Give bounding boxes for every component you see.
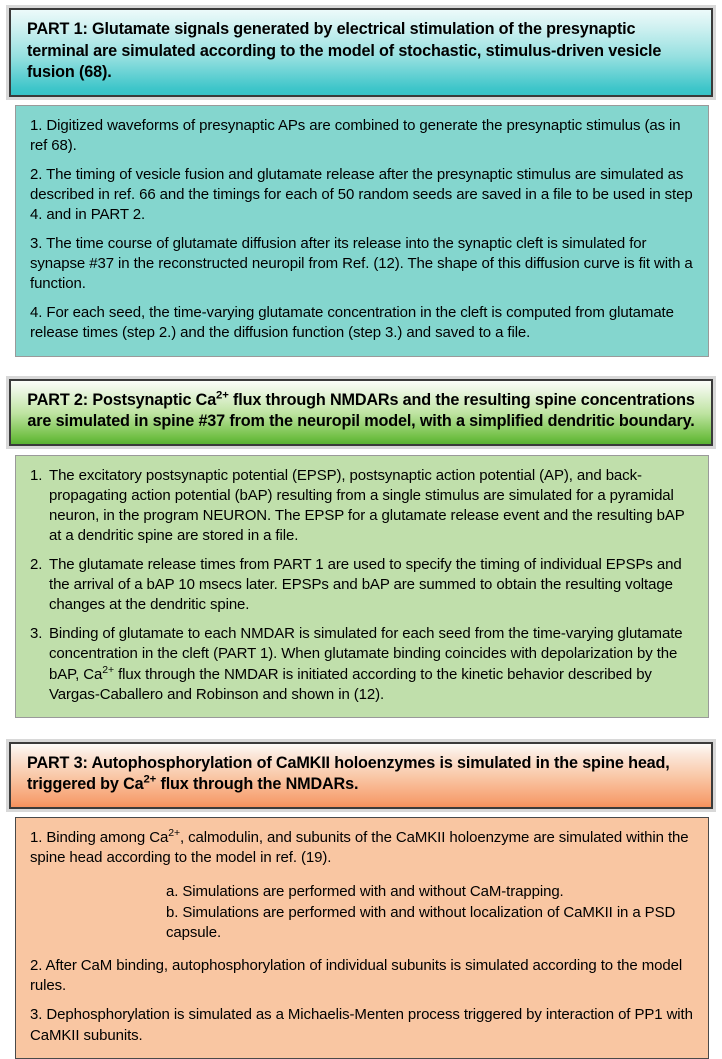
part-1-step-2: 2. The timing of vesicle fusion and glutamate release after the presynaptic stimulus are simulated as described in ref. 66 and the timings for each of 50 random seeds are saved in a file to be used in step 4. and in PART 2. bbox=[30, 165, 693, 224]
part-2-step-1-number: 1. bbox=[30, 466, 43, 484]
part-2-step-3-number: 3. bbox=[30, 625, 43, 643]
part-3-step-1-text-pre: 1. Binding among Ca bbox=[30, 828, 169, 846]
part-3-banner-text-pre: PART 3: Autophosphorylation of CaMKII holoenzymes is simulated in the spine head, triggered by Ca bbox=[27, 753, 670, 794]
part-2-section bbox=[9, 379, 713, 718]
part-2-step-1-text: The excitatory postsynaptic potential (EPSP), postsynaptic action potential (AP), and back-propagating action potential (bAP) resulting from a single stimulus are simulated for a pyramidal neuron, in the program NEURON. The EPSP for a glutamate release event and the resulting bAP at a dendritic spine are stored in a file. bbox=[49, 466, 685, 544]
part-3-substep-a bbox=[30, 882, 694, 902]
part-3-body bbox=[15, 817, 709, 1059]
part-3-step-1-text-post: , calmodulin, and subunits of the CaMKII holoenzyme are simulated within the spine head according to the model in ref. (19). bbox=[30, 828, 689, 866]
part-3-banner bbox=[9, 742, 713, 809]
part-2-step-2-text: The glutamate release times from PART 1 are used to specify the timing of individual EPSPs and the arrival of a bAP 10 msecs later. EPSPs and bAP are summed to obtain the resulting voltage changes at the dendritic spine. bbox=[49, 556, 682, 614]
figure-page bbox=[0, 8, 722, 1056]
part-2-step-2-number: 2. bbox=[30, 556, 43, 574]
part-1-banner bbox=[9, 8, 713, 97]
part-2-step-3-text-pre: Binding of glutamate to each NMDAR is simulated for each seed from the time-varying glutamate concentration in the cleft (PART 1). When glutamate binding coincides with depolarization by the bAP, Ca bbox=[49, 625, 683, 683]
part-2-banner-text-pre: PART 2: Postsynaptic Ca bbox=[27, 390, 217, 409]
part-2-banner-superscript: 2+ bbox=[216, 389, 229, 402]
part-2-step-3-text bbox=[49, 624, 694, 704]
part-3-substep-a-text: a. Simulations are performed with and without CaM-trapping. bbox=[166, 882, 564, 900]
part-2-banner-text-post: flux through NMDARs and the resulting spine concentrations are simulated in spine #37 from the neuropil model, with a simplified dendritic boundary. bbox=[27, 390, 695, 431]
part-2-step-3-superscript: 2+ bbox=[102, 663, 115, 676]
part-3-substeps bbox=[30, 882, 694, 943]
part-2-body bbox=[15, 455, 709, 718]
part-2-step-3-text-post: flux through the NMDAR is initiated according to the kinetic behavior described by Vargas-Caballero and Robinson and shown in (12). bbox=[49, 665, 652, 703]
part-1-body bbox=[15, 105, 709, 357]
part-2-step-1 bbox=[30, 466, 694, 546]
part-1-banner-text: PART 1: Glutamate signals generated by electrical stimulation of the presynaptic terminal are simulated according to the model of stochastic, stimulus-driven vesicle fusion (68). bbox=[27, 20, 662, 82]
part-3-step-1-superscript: 2+ bbox=[168, 826, 180, 839]
part-3-step-1 bbox=[30, 828, 694, 868]
part-1-step-3: 3. The time course of glutamate diffusion after its release into the synaptic cleft is simulated for synapse #37 in the reconstructed neuropil from Ref. (12). The shape of this diffusion curve is fit with a function. bbox=[30, 235, 693, 293]
part-1-step-4: 4. For each seed, the time-varying glutamate concentration in the cleft is computed from glutamate release times (step 2.) and the diffusion function (step 3.) and saved to a file. bbox=[30, 304, 674, 342]
part-3-banner-text-post: flux through the NMDARs. bbox=[156, 775, 359, 794]
part-3-section bbox=[9, 742, 713, 1059]
part-3-step-2: 2. After CaM binding, autophosphorylation of individual subunits is simulated according to the model rules. bbox=[30, 957, 683, 995]
part-3-substep-b bbox=[30, 903, 694, 943]
part-3-substep-b-text: b. Simulations are performed with and without localization of CaMKII in a PSD capsule. bbox=[166, 904, 676, 942]
part-3-banner-superscript: 2+ bbox=[143, 773, 157, 786]
part-1-step-1: 1. Digitized waveforms of presynaptic APs are combined to generate the presynaptic stimulus (as in ref 68). bbox=[30, 116, 681, 154]
part-2-step-2 bbox=[30, 555, 694, 615]
part-1-section bbox=[9, 8, 713, 357]
part-3-step-3: 3. Dephosphorylation is simulated as a Michaelis-Menten process triggered by interaction of PP1 with CaMKII subunits. bbox=[30, 1006, 693, 1044]
part-2-banner bbox=[9, 379, 713, 446]
part-2-step-3 bbox=[30, 624, 694, 704]
